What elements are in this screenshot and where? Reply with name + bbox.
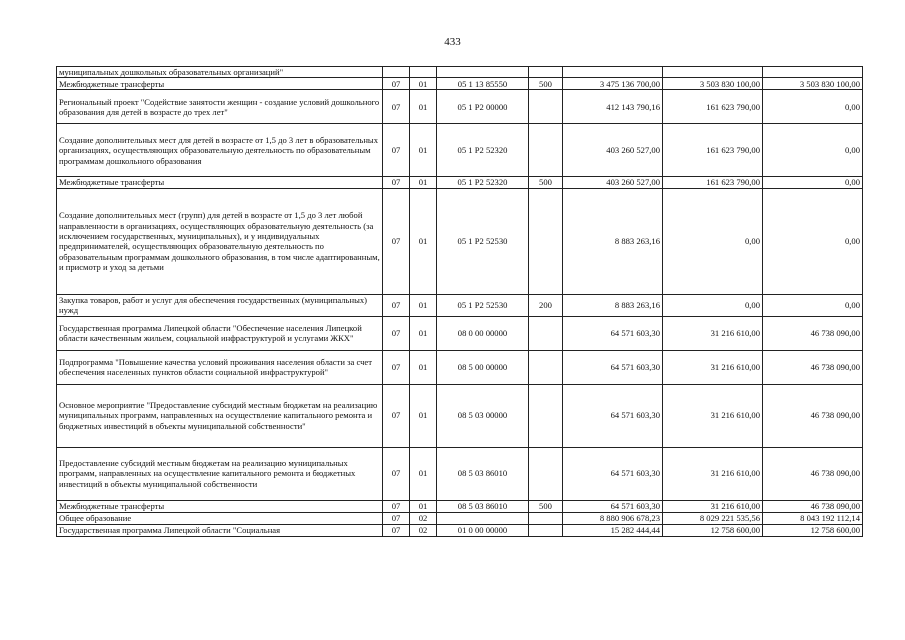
amount-year3-cell: 12 758 600,00: [763, 524, 863, 536]
row-name-cell: муниципальных дошкольных образовательных организаций": [57, 67, 383, 78]
target-article-cell: 05 1 13 85550: [437, 78, 529, 90]
section-code-cell: [383, 67, 410, 78]
expense-type-cell: [529, 447, 563, 500]
amount-year1-cell: 3 475 136 700,00: [563, 78, 663, 90]
amount-year1-cell: 64 571 603,30: [563, 447, 663, 500]
expense-type-cell: [529, 512, 563, 524]
section-code-cell: 07: [383, 500, 410, 512]
expense-type-cell: 500: [529, 177, 563, 188]
amount-year1-cell: 412 143 790,16: [563, 90, 663, 124]
amount-year2-cell: 161 623 790,00: [663, 177, 763, 188]
subsection-code-cell: 01: [410, 384, 437, 447]
subsection-code-cell: 01: [410, 294, 437, 316]
amount-year1-cell: [563, 67, 663, 78]
section-code-cell: 07: [383, 316, 410, 350]
amount-year2-cell: 3 503 830 100,00: [663, 78, 763, 90]
amount-year1-cell: 403 260 527,00: [563, 124, 663, 177]
amount-year2-cell: 31 216 610,00: [663, 316, 763, 350]
target-article-cell: 08 0 00 00000: [437, 316, 529, 350]
table-row: [57, 177, 863, 188]
amount-year3-cell: 0,00: [763, 90, 863, 124]
section-code-cell: 07: [383, 188, 410, 294]
target-article-cell: 05 1 P2 52320: [437, 124, 529, 177]
table-row: [57, 90, 863, 124]
amount-year2-cell: 31 216 610,00: [663, 350, 763, 384]
expense-type-cell: [529, 67, 563, 78]
expense-type-cell: 500: [529, 500, 563, 512]
target-article-cell: 05 1 P2 00000: [437, 90, 529, 124]
amount-year1-cell: 64 571 603,30: [563, 384, 663, 447]
target-article-cell: 08 5 03 86010: [437, 500, 529, 512]
subsection-code-cell: 01: [410, 177, 437, 188]
section-code-cell: 07: [383, 78, 410, 90]
amount-year2-cell: 0,00: [663, 294, 763, 316]
amount-year3-cell: 0,00: [763, 124, 863, 177]
section-code-cell: 07: [383, 90, 410, 124]
subsection-code-cell: 01: [410, 90, 437, 124]
expense-type-cell: [529, 90, 563, 124]
amount-year2-cell: [663, 67, 763, 78]
subsection-code-cell: 01: [410, 316, 437, 350]
amount-year3-cell: 0,00: [763, 188, 863, 294]
expense-type-cell: [529, 350, 563, 384]
table-row: [57, 294, 863, 316]
amount-year1-cell: 64 571 603,30: [563, 350, 663, 384]
target-article-cell: 05 1 P2 52530: [437, 294, 529, 316]
amount-year1-cell: 64 571 603,30: [563, 500, 663, 512]
row-name-cell: Межбюджетные трансферты: [57, 78, 383, 90]
amount-year1-cell: 64 571 603,30: [563, 316, 663, 350]
amount-year3-cell: 46 738 090,00: [763, 500, 863, 512]
table-row: [57, 188, 863, 294]
expense-type-cell: [529, 188, 563, 294]
amount-year3-cell: 3 503 830 100,00: [763, 78, 863, 90]
section-code-cell: 07: [383, 384, 410, 447]
row-name-cell: Основное мероприятие "Предоставление субсидий местным бюджетам на реализацию муниципальных программ, направленных на осуществление капитального ремонта и бюджетных инвестиций в объекты муниципальной собственности": [57, 384, 383, 447]
amount-year1-cell: 8 883 263,16: [563, 294, 663, 316]
subsection-code-cell: 02: [410, 512, 437, 524]
amount-year3-cell: 0,00: [763, 294, 863, 316]
row-name-cell: Региональный проект "Содействие занятости женщин - создание условий дошкольного образования для детей в возрасте до трех лет": [57, 90, 383, 124]
section-code-cell: 07: [383, 124, 410, 177]
section-code-cell: 07: [383, 350, 410, 384]
table-row: [57, 316, 863, 350]
expense-type-cell: [529, 524, 563, 536]
amount-year2-cell: 161 623 790,00: [663, 124, 763, 177]
amount-year3-cell: 0,00: [763, 177, 863, 188]
section-code-cell: 07: [383, 177, 410, 188]
subsection-code-cell: 02: [410, 524, 437, 536]
row-name-cell: Предоставление субсидий местным бюджетам на реализацию муниципальных программ, направленных на осуществление капитального ремонта и бюджетных инвестиций в объекты муниципальной собственности: [57, 447, 383, 500]
table-row: [57, 78, 863, 90]
section-code-cell: 07: [383, 512, 410, 524]
target-article-cell: 01 0 00 00000: [437, 524, 529, 536]
expense-type-cell: 200: [529, 294, 563, 316]
amount-year2-cell: 31 216 610,00: [663, 500, 763, 512]
table-row: [57, 350, 863, 384]
row-name-cell: Закупка товаров, работ и услуг для обеспечения государственных (муниципальных) нужд: [57, 294, 383, 316]
row-name-cell: Межбюджетные трансферты: [57, 500, 383, 512]
table-row: [57, 512, 863, 524]
amount-year3-cell: 46 738 090,00: [763, 384, 863, 447]
amount-year1-cell: 403 260 527,00: [563, 177, 663, 188]
table-row: [57, 447, 863, 500]
budget-table: [56, 66, 863, 537]
table-row: [57, 124, 863, 177]
amount-year2-cell: 161 623 790,00: [663, 90, 763, 124]
subsection-code-cell: 01: [410, 188, 437, 294]
row-name-cell: Подпрограмма "Повышение качества условий проживания населения области за счет обеспечения населенных пунктов области социальной инфраструктурой": [57, 350, 383, 384]
row-name-cell: Создание дополнительных мест для детей в возрасте от 1,5 до 3 лет в образовательных организациях, осуществляющих образовательную деятельность по образовательным программам дошкольного образования: [57, 124, 383, 177]
amount-year3-cell: 8 043 192 112,14: [763, 512, 863, 524]
amount-year3-cell: 46 738 090,00: [763, 350, 863, 384]
target-article-cell: 08 5 00 00000: [437, 350, 529, 384]
subsection-code-cell: 01: [410, 124, 437, 177]
amount-year2-cell: 31 216 610,00: [663, 447, 763, 500]
table-row: [57, 67, 863, 78]
amount-year2-cell: 12 758 600,00: [663, 524, 763, 536]
amount-year3-cell: 46 738 090,00: [763, 447, 863, 500]
amount-year3-cell: 46 738 090,00: [763, 316, 863, 350]
table-body: [57, 67, 863, 537]
amount-year1-cell: 15 282 444,44: [563, 524, 663, 536]
subsection-code-cell: 01: [410, 78, 437, 90]
subsection-code-cell: 01: [410, 447, 437, 500]
row-name-cell: Общее образование: [57, 512, 383, 524]
table-row: [57, 384, 863, 447]
amount-year2-cell: 8 029 221 535,56: [663, 512, 763, 524]
target-article-cell: [437, 512, 529, 524]
page-number: 433: [444, 36, 461, 48]
amount-year3-cell: [763, 67, 863, 78]
amount-year1-cell: 8 880 906 678,23: [563, 512, 663, 524]
target-article-cell: 05 1 P2 52530: [437, 188, 529, 294]
target-article-cell: 05 1 P2 52320: [437, 177, 529, 188]
amount-year1-cell: 8 883 263,16: [563, 188, 663, 294]
subsection-code-cell: [410, 67, 437, 78]
section-code-cell: 07: [383, 447, 410, 500]
row-name-cell: Межбюджетные трансферты: [57, 177, 383, 188]
target-article-cell: [437, 67, 529, 78]
table-row: [57, 524, 863, 536]
table-row: [57, 500, 863, 512]
amount-year2-cell: 0,00: [663, 188, 763, 294]
expense-type-cell: 500: [529, 78, 563, 90]
target-article-cell: 08 5 03 86010: [437, 447, 529, 500]
amount-year2-cell: 31 216 610,00: [663, 384, 763, 447]
expense-type-cell: [529, 316, 563, 350]
section-code-cell: 07: [383, 524, 410, 536]
subsection-code-cell: 01: [410, 500, 437, 512]
row-name-cell: Государственная программа Липецкой области "Социальная: [57, 524, 383, 536]
row-name-cell: Государственная программа Липецкой области "Обеспечение населения Липецкой области качественным жильем, социальной инфраструктурой и услугами ЖКХ": [57, 316, 383, 350]
expense-type-cell: [529, 384, 563, 447]
subsection-code-cell: 01: [410, 350, 437, 384]
expense-type-cell: [529, 124, 563, 177]
section-code-cell: 07: [383, 294, 410, 316]
target-article-cell: 08 5 03 00000: [437, 384, 529, 447]
row-name-cell: Создание дополнительных мест (групп) для детей в возрасте от 1,5 до 3 лет любой направленности в организациях, осуществляющих образовательную деятельность (за исключением государственных, муниципальных), и у индивидуальных предпринимателей, осуществляющих образовательную деятельность по образовательным программам дошкольного образования, в том числе адаптированным, и присмотр и уход за детьми: [57, 188, 383, 294]
